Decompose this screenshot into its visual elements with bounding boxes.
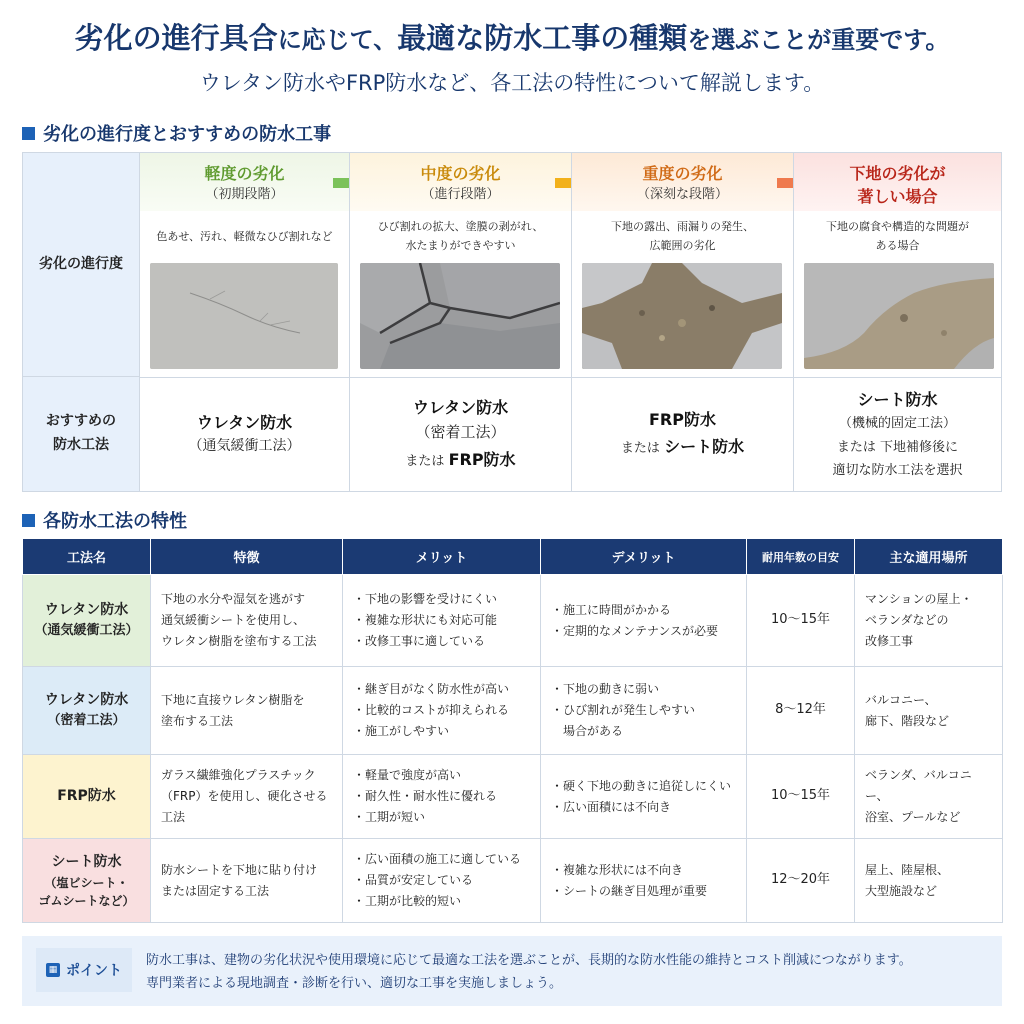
column-description [794, 217, 1001, 256]
column-description [140, 227, 349, 246]
feature-line: ウレタン樹脂を塗布する工法 [161, 634, 317, 648]
column-description [572, 217, 793, 256]
years-cell: 10〜15年 [747, 755, 855, 839]
column-stage: （初期段階） [205, 187, 284, 203]
places-cell [855, 755, 1003, 839]
column-head [140, 153, 349, 211]
merits-cell [343, 575, 541, 667]
building-icon: ▦ [46, 963, 60, 977]
severe-damage-photo [582, 263, 782, 369]
place-line: ベランダ、バルコニー、 [865, 768, 972, 803]
column-title: 重度の劣化 [642, 164, 723, 183]
feature-cell [151, 839, 343, 923]
merits-cell [343, 755, 541, 839]
point-text [146, 950, 912, 996]
demerit-item: ・硬く下地の動きに追従しにくい [551, 778, 732, 793]
feature-line: 工法 [161, 810, 186, 824]
mild-crack-photo [150, 263, 338, 369]
recommendation-cell [350, 377, 571, 491]
header-demerits: デメリット [541, 539, 747, 575]
degradation-column-moderate [349, 153, 571, 491]
point-badge [36, 948, 132, 992]
place-line: 屋上、陸屋根、 [865, 862, 950, 877]
places-cell [855, 575, 1003, 667]
place-line: 改修工事 [865, 634, 914, 648]
place-line: ベランダなどの [865, 613, 949, 627]
demerits-cell [541, 667, 747, 755]
years-cell: 8〜12年 [747, 667, 855, 755]
column-title [794, 162, 1001, 208]
place-line: 浴室、プールなど [865, 810, 961, 824]
section-1-title [22, 120, 331, 146]
column-stage: （深刻な段階） [636, 187, 728, 203]
header-feature: 特徴 [151, 539, 343, 575]
feature-cell [151, 575, 343, 667]
method-name-cell [23, 667, 151, 755]
recommendation-cell [572, 377, 793, 491]
place-line: 大型施設など [865, 883, 938, 898]
merit-item: ・下地の影響を受けにくい [353, 592, 498, 606]
headline [0, 16, 1024, 97]
demerits-cell [541, 575, 747, 667]
header-places: 主な適用場所 [855, 539, 1003, 575]
merit-item: ・比較的コストが抑えられる [353, 703, 510, 717]
merit-item: ・広い面積の施工に適している [353, 852, 522, 866]
method-name: ウレタン防水 [44, 601, 129, 618]
years-cell: 10〜15年 [747, 575, 855, 667]
degradation-column-substrate [793, 153, 1001, 491]
column-desc-line-1: 下地の腐食や構造的な問題が [826, 220, 969, 233]
column-desc-line-2: ある場合 [875, 239, 920, 253]
degradation-column-severe [571, 153, 793, 491]
column-head [794, 153, 1001, 211]
feature-line: 通気緩衝シートを使用し、 [161, 613, 306, 627]
table-header-row [23, 539, 1003, 575]
row-label-rec-line-2: 防水工法 [52, 437, 109, 453]
feature-line: （FRP）を使用し、硬化させる [161, 789, 328, 803]
section-2-title [22, 507, 187, 533]
demerit-item: ・下地の動きに弱い [551, 682, 660, 696]
headline-part-1: 劣化の進行具合 [74, 21, 278, 55]
demerits-cell [541, 755, 747, 839]
rec-method-sub: （機械的固定工法） [838, 416, 956, 432]
years-cell: 12〜20年 [747, 839, 855, 923]
merit-item: ・継ぎ目がなく防水性が高い [353, 682, 510, 696]
rec-alternative: または 下地補修後に [836, 439, 959, 455]
merit-item: ・耐久性・耐水性に優れる [353, 789, 498, 803]
recommendation-cell [794, 377, 1001, 491]
point-line-1: 防水工事は、建物の劣化状況や使用環境に応じて最適な工法を選ぶことが、長期的な防水性能の維持とコスト削減につながります。 [146, 953, 912, 968]
moderate-crack-photo [360, 263, 560, 369]
feature-line: または固定する工法 [161, 883, 270, 898]
headline-part-3: 最適な防水工事の種類 [397, 21, 688, 55]
method-name-cell [23, 839, 151, 923]
table-row [23, 839, 1003, 923]
merit-item: ・軽量で強度が高い [353, 768, 462, 782]
header-method: 工法名 [23, 539, 151, 575]
recommendation-cell [140, 377, 349, 491]
methods-table [22, 538, 1003, 923]
merit-item: ・工期が短い [353, 810, 426, 824]
feature-cell [151, 755, 343, 839]
section-marker-icon [22, 127, 35, 140]
rec-method-sub: （通気緩衝工法） [188, 438, 301, 455]
rec-method-sub: （密着工法） [415, 423, 506, 442]
method-name-sub: （通気緩衝工法） [34, 623, 139, 639]
point-label: ポイント [66, 963, 122, 979]
column-head [572, 153, 793, 211]
headline-title [0, 16, 1024, 57]
demerit-item: ・シートの継ぎ目処理が重要 [551, 883, 708, 898]
demerit-item: ・ひび割れが発生しやすい [551, 703, 696, 717]
places-cell [855, 667, 1003, 755]
rec-method: シート防水 [857, 389, 938, 409]
table-row [23, 755, 1003, 839]
rec-alternative [621, 433, 744, 462]
rec-method: ウレタン防水 [196, 412, 293, 432]
merit-item: ・品質が安定している [353, 873, 474, 887]
column-title-line-1: 下地の劣化が [849, 164, 946, 183]
headline-part-2: に応じて、 [277, 26, 398, 54]
column-title: 中度の劣化 [420, 164, 501, 183]
column-desc-line-1: 色あせ、汚れ、軽微なひび割れなど [156, 230, 333, 243]
merit-item: ・工期が比較的短い [353, 894, 462, 908]
section-2-title-text: 各防水工法の特性 [43, 511, 187, 532]
section-marker-icon [22, 514, 35, 527]
column-title: 軽度の劣化 [204, 164, 285, 183]
row-label-rec-line-1: おすすめの [45, 413, 117, 430]
section-1-title-text: 劣化の進行度とおすすめの防水工事 [43, 124, 332, 145]
feature-line: 塗布する工法 [161, 713, 234, 728]
demerit-item: ・複雑な形状には不向き [551, 862, 684, 877]
column-desc-line-2: 水たまりができやすい [405, 239, 516, 253]
feature-line: 防水シートを下地に貼り付け [161, 862, 318, 877]
rec-alt-prefix: または [405, 453, 445, 469]
feature-cell [151, 667, 343, 755]
merits-cell [343, 667, 541, 755]
column-stage: （進行段階） [421, 187, 500, 203]
point-box [22, 936, 1002, 1006]
merit-item: ・改修工事に適している [353, 634, 486, 648]
column-desc-line-1: 下地の露出、雨漏りの発生、 [611, 220, 754, 233]
method-name-sub-2: ゴムシートなど） [38, 893, 135, 908]
method-name-sub: （密着工法） [47, 713, 126, 729]
place-line: 廊下、階段など [865, 713, 950, 728]
rec-alt-method: シート防水 [664, 436, 745, 456]
feature-line: ガラス繊維強化プラスチック [161, 768, 316, 782]
point-line-2: 専門業者による現地調査・診断を行い、適切な工事を実施しましょう。 [146, 975, 563, 991]
demerits-cell [541, 839, 747, 923]
demerit-item: 場合がある [551, 724, 624, 738]
substrate-damage-photo [804, 263, 994, 369]
rec-alternative [405, 446, 515, 475]
method-name-sub: （塩ビシート・ [44, 875, 129, 890]
header-years: 耐用年数の目安 [747, 539, 855, 575]
row-label-recommendation [23, 377, 139, 491]
method-name-cell [23, 755, 151, 839]
column-head [350, 153, 571, 211]
place-line: マンションの屋上・ [865, 592, 973, 606]
table-row [23, 667, 1003, 755]
method-name: シート防水 [51, 854, 122, 871]
row-label-progress: 劣化の進行度 [23, 153, 139, 377]
method-name: FRP防水 [57, 788, 116, 805]
rec-alt-method: FRP防水 [448, 449, 516, 469]
place-line: バルコニー、 [865, 692, 937, 707]
demerit-item: ・施工に時間がかかる [551, 602, 672, 617]
header-merits: メリット [343, 539, 541, 575]
merit-item: ・施工がしやすい [353, 724, 450, 738]
column-description [350, 217, 571, 256]
rec-method: FRP防水 [649, 410, 716, 430]
places-cell [855, 839, 1003, 923]
rec-alt-prefix: または [620, 440, 660, 456]
rec-alternative-2: 適切な防水工法を選択 [832, 462, 963, 478]
degradation-chart [22, 152, 1002, 492]
table-row [23, 575, 1003, 667]
method-name: ウレタン防水 [44, 691, 129, 708]
demerit-item: ・定期的なメンテナンスが必要 [551, 623, 719, 638]
degradation-column-mild [139, 153, 349, 491]
column-title-line-2: 著しい場合 [857, 187, 938, 207]
headline-subtitle: ウレタン防水やFRP防水など、各工法の特性について解説します。 [199, 71, 825, 95]
demerit-item: ・広い面積には不向き [551, 799, 672, 814]
merit-item: ・複雑な形状にも対応可能 [353, 613, 498, 627]
feature-line: 下地に直接ウレタン樹脂を [161, 692, 305, 707]
column-desc-line-1: ひび割れの拡大、塗膜の剥がれ、 [377, 220, 544, 233]
rec-method: ウレタン防水 [412, 397, 509, 417]
merits-cell [343, 839, 541, 923]
method-name-cell [23, 575, 151, 667]
headline-part-4: を選ぶことが重要です。 [687, 26, 950, 54]
feature-line: 下地の水分や湿気を逃がす [161, 592, 306, 606]
column-desc-line-2: 広範囲の劣化 [649, 239, 716, 253]
